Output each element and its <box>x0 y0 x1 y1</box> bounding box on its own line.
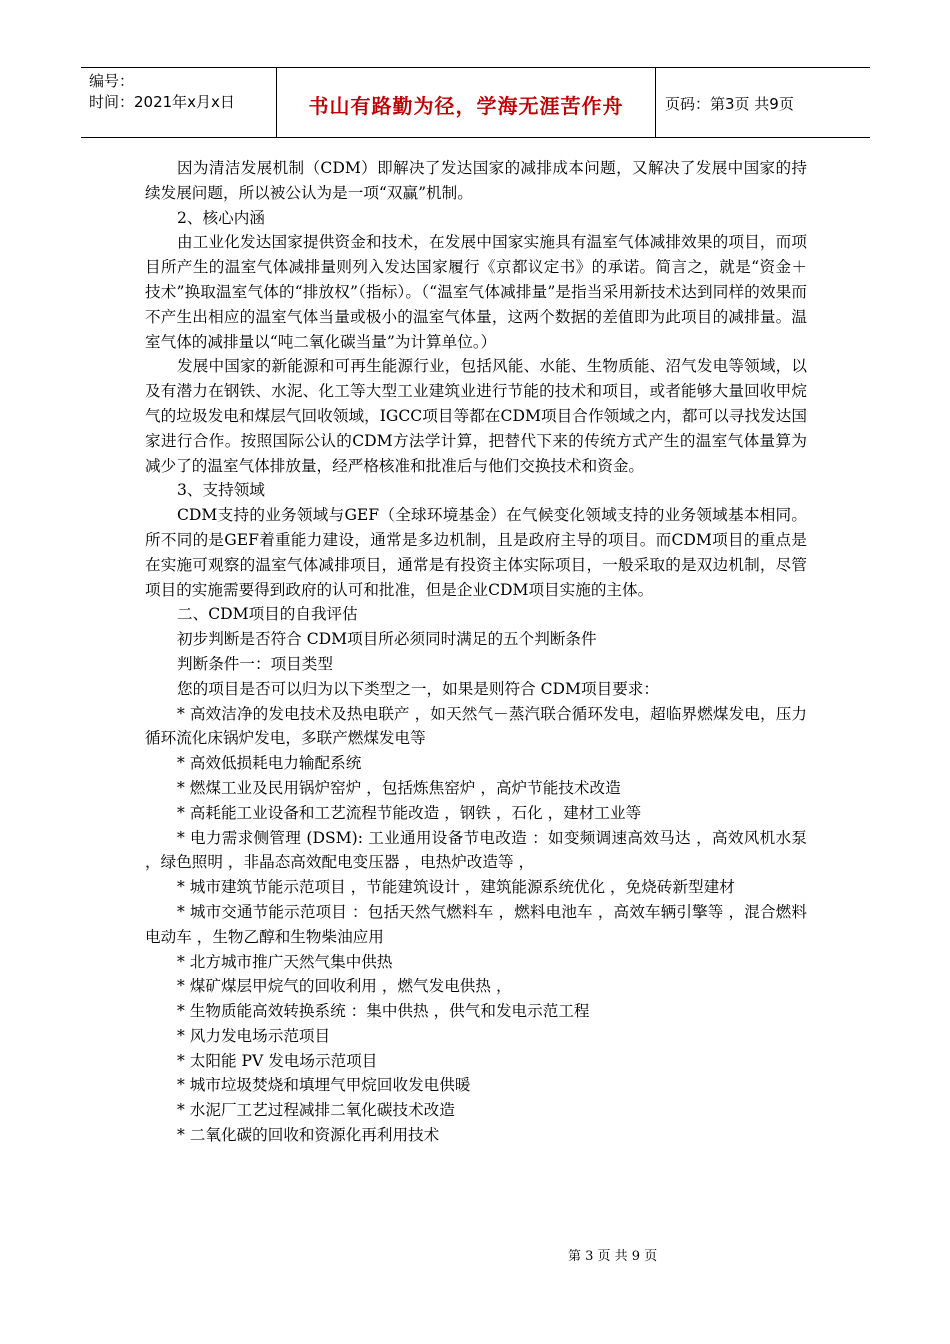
paragraph: 判断条件一：项目类型 <box>177 654 333 673</box>
paragraph: * 高耗能工业设备和工艺流程节能改造 ，钢铁 ，石化 ，建材工业等 <box>177 803 642 822</box>
paragraph: 发展中国家的新能源和可再生能源行业，包括风能、水能、生物质能、沼气发电等领域，以及有潜力在钢铁、水泥、化工等大型工业建筑业进行节能的技术和项目，或者能够大量回收甲烷气的垃圾发电和煤层气回收领域，IGCC项目等都在CDM项目合作领域之内，都可以寻找发达国家进行合作。按照国际公认的CDM方法学计算，把替代下来的传统方式产生的温室气体量算为减少了的温室气体排放量，经严格核准和批准后与他们交换技术和资金。 <box>145 357 807 475</box>
header-divider <box>655 68 656 137</box>
paragraph: * 生物质能高效转换系统 ：集中供热 ，供气和发电示范工程 <box>177 1002 590 1021</box>
paragraph: * 城市交通节能示范项目 ：包括天然气燃料车 ，燃料电池车 ，高效车辆引擎等 ，混合燃料电动车 ，生物乙醇和生物柴油应用 <box>145 902 807 946</box>
number-label: 编号： <box>89 72 135 90</box>
header-motto: 书山有路勤为径，学海无涯苦作舟 <box>308 94 624 118</box>
time-label: 时间：2021年x月x日 <box>89 93 235 111</box>
paragraph: 二、CDM项目的自我评估 <box>177 605 358 624</box>
paragraph: 2、核心内涵 <box>177 208 265 227</box>
header-meta <box>89 71 235 113</box>
paragraph: * 城市垃圾焚烧和填埋气甲烷回收发电供暖 <box>177 1076 471 1095</box>
paragraph: * 高效洁净的发电技术及热电联产 ，如天然气－蒸汽联合循环发电，超临界燃煤发电，压力循环流化床锅炉发电，多联产燃煤发电等 <box>145 704 807 748</box>
paragraph: * 燃煤工业及民用锅炉窑炉 ，包括炼焦窑炉 ，高炉节能技术改造 <box>177 778 621 797</box>
paragraph: * 二氧化碳的回收和资源化再利用技术 <box>177 1126 440 1145</box>
paragraph: * 高效低损耗电力输配系统 <box>177 754 362 773</box>
paragraph: * 风力发电场示范项目 <box>177 1026 331 1045</box>
paragraph: 由工业化发达国家提供资金和技术，在发展中国家实施具有温室气体减排效果的项目，而项目所产生的温室气体减排量则列入发达国家履行《京都议定书》的承诺。简言之，就是“资金＋技术”换取温室气体的“排放权”（指标）。（“温室气体减排量”是指当采用新技术达到同样的效果而不产生出相应的温室气体当量或极小的温室气体量，这两个数据的差值即为此项目的减排量。温室气体的减排量以“吨二氧化碳当量”为计算单位。） <box>145 233 807 351</box>
paragraph: * 太阳能 PV 发电场示范项目 <box>177 1051 378 1070</box>
paragraph: * 电力需求侧管理 (DSM): 工业通用设备节电改造 ：如变频调速高效马达 ，高效风机水泵 ，绿色照明 ，非晶态高效配电变压器 ，电热炉改造等 ， <box>145 828 807 872</box>
paragraph: * 北方城市推广天然气集中供热 <box>177 952 393 971</box>
paragraph: * 水泥厂工艺过程减排二氧化碳技术改造 <box>177 1101 455 1120</box>
document-body <box>145 156 807 1148</box>
header-page-label: 页码：第3页 共9页 <box>665 95 794 113</box>
paragraph: 3、支持领域 <box>177 481 265 500</box>
paragraph: CDM支持的业务领域与GEF（全球环境基金）在气候变化领域支持的业务领域基本相同。所不同的是GEF着重能力建设，通常是多边机制，且是政府主导的项目。而CDM项目的重点是在实施可观察的温室气体减排项目，通常是有投资主体实际项目，一般采取的是双边机制，尽管项目的实施需要得到政府的认可和批准，但是企业CDM项目实施的主体。 <box>145 506 807 599</box>
paragraph: 因为清洁发展机制（CDM）即解决了发达国家的减排成本问题，又解决了发展中国家的持续发展问题，所以被公认为是一项“双赢”机制。 <box>145 159 807 202</box>
paragraph: 初步判断是否符合 CDM项目所必须同时满足的五个判断条件 <box>177 630 597 649</box>
paragraph: 您的项目是否可以归为以下类型之一，如果是则符合 CDM项目要求： <box>177 679 659 698</box>
footer-page-number: 第 3 页 共 9 页 <box>568 1249 658 1264</box>
page-header <box>81 67 870 138</box>
paragraph: * 煤矿煤层甲烷气的回收利用 ，燃气发电供热 ， <box>177 977 512 996</box>
paragraph: * 城市建筑节能示范项目 ，节能建筑设计 ，建筑能源系统优化 ，免烧砖新型建材 <box>177 878 735 897</box>
